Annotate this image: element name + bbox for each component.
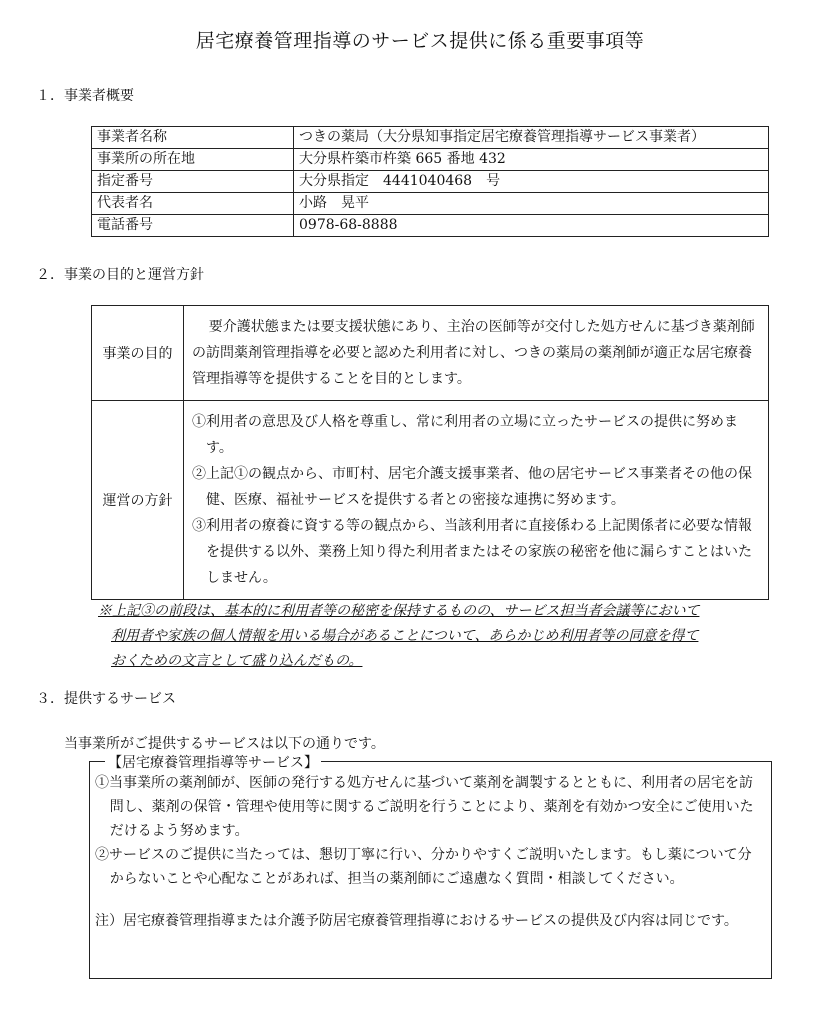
- table-row: [92, 149, 769, 171]
- table-row: [92, 306, 769, 401]
- services-box-body: [95, 771, 760, 933]
- row-label: 事業所の所在地: [92, 149, 294, 171]
- row-value: 0978-68-8888: [294, 215, 769, 237]
- purpose-label: 事業の目的: [92, 306, 184, 401]
- row-label: 代表者名: [92, 193, 294, 215]
- table-row: [92, 401, 769, 600]
- policy-label: 運営の方針: [92, 401, 184, 600]
- row-value: 小路 晃平: [294, 193, 769, 215]
- note-line: 利用者や家族の個人情報を用いる場合があることについて、あらかじめ利用者等の同意を得て: [111, 628, 699, 644]
- services-footnote: 注）居宅療養管理指導または介護予防居宅療養管理指導におけるサービスの提供及び内容は同じです。: [95, 913, 738, 929]
- services-box-title: 【居宅療養管理指導等サービス】: [105, 752, 321, 772]
- section3-heading: ３．提供するサービス: [36, 691, 176, 707]
- row-label: 電話番号: [92, 215, 294, 237]
- note-line: ※上記③の前段は、基本的に利用者等の秘密を保持するものの、サービス担当者会議等において: [98, 603, 700, 619]
- table-row: [92, 127, 769, 149]
- table-row: [92, 215, 769, 237]
- row-value: 大分県杵築市杵築 665 番地 432: [294, 149, 769, 171]
- row-value: 大分県指定 4441040468 号: [294, 171, 769, 193]
- section2-heading: ２．事業の目的と運営方針: [36, 267, 204, 283]
- policy-item: ②上記①の観点から、市町村、居宅介護支援事業者、他の居宅サービス事業者その他の保健、医療、福祉サービスを提供する者との密接な連携に努めます。: [192, 466, 752, 508]
- row-label: 指定番号: [92, 171, 294, 193]
- table-row: [92, 171, 769, 193]
- note-line: おくための文言として盛り込んだもの。: [111, 653, 363, 669]
- privacy-note: [98, 599, 778, 674]
- row-label: 事業者名称: [92, 127, 294, 149]
- purpose-cell: [184, 306, 769, 401]
- document-title: 居宅療養管理指導のサービス提供に係る重要事項等: [195, 30, 645, 52]
- purpose-text: 要介護状態または要支援状態にあり、主治の医師等が交付した処方せんに基づき薬剤師の訪問薬剤管理指導を必要と認めた利用者に対し、つきの薬局の薬剤師が適正な居宅療養管理指導等を提供することを目的とします。: [192, 319, 755, 387]
- policy-item: ①利用者の意思及び人格を尊重し、常に利用者の立場に立ったサービスの提供に努めます。: [192, 414, 738, 456]
- purpose-policy-table: [91, 305, 769, 600]
- service-item: ②サービスのご提供に当たっては、懇切丁寧に行い、分かりやすくご説明いたします。もし薬について分からないことや心配なことがあれば、担当の薬剤師にご遠慮なく質問・相談してください。: [95, 847, 752, 887]
- table-row: [92, 193, 769, 215]
- policy-item: ③利用者の療養に資する等の観点から、当該利用者に直接係わる上記関係者に必要な情報を提供する以外、業務上知り得た利用者またはその家族の秘密を他に漏らすことはいたしません。: [192, 518, 752, 586]
- services-intro: 当事業所がご提供するサービスは以下の通りです。: [64, 736, 385, 752]
- policy-cell: [184, 401, 769, 600]
- business-overview-table: [91, 126, 769, 237]
- service-item: ①当事業所の薬剤師が、医師の発行する処方せんに基づいて薬剤を調製するとともに、利用者の居宅を訪問し、薬剤の保管・管理や使用等に関するご説明を行うことにより、薬剤を有効かつ安全にご使用いただけるよう努めます。: [95, 775, 754, 839]
- section1-heading: １．事業者概要: [36, 88, 134, 104]
- row-value: つきの薬局（大分県知事指定居宅療養管理指導サービス事業者）: [294, 127, 769, 149]
